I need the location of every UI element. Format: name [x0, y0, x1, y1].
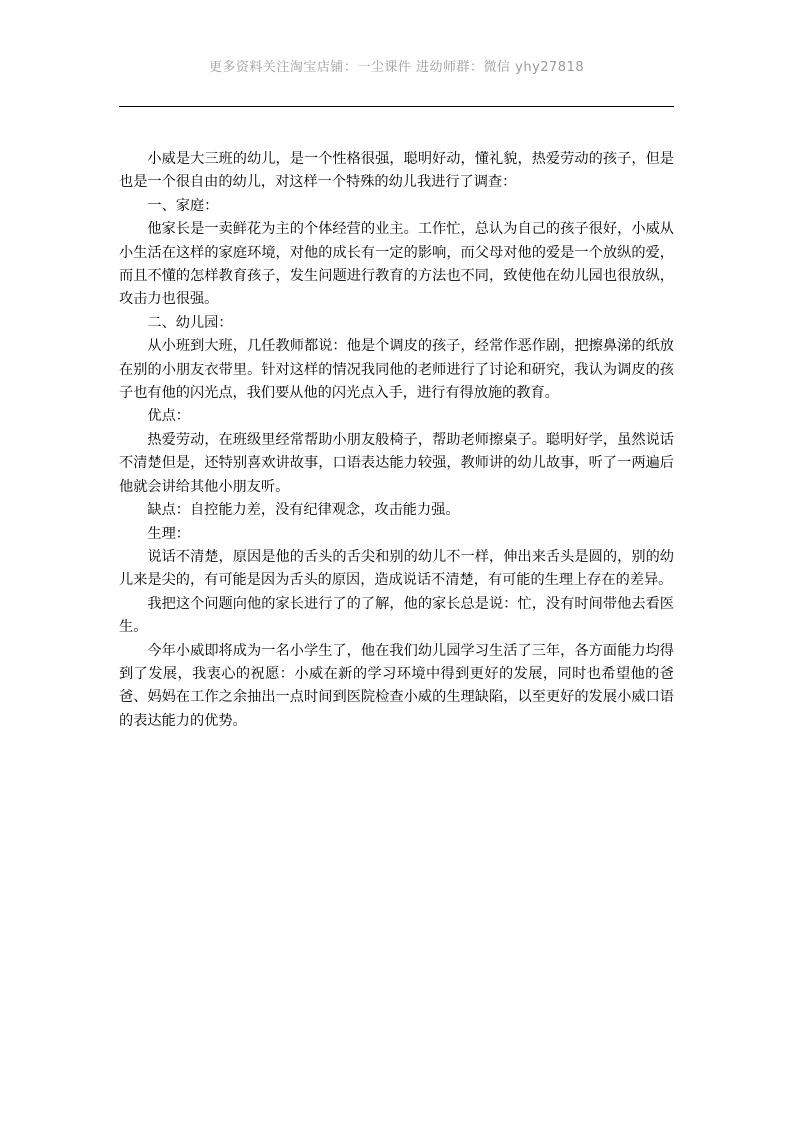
heading-kindergarten: 二、幼儿园： [147, 314, 233, 331]
heading-physiology: 生理： [147, 525, 190, 542]
paragraph-physiology: 说话不清楚，原因是他的舌头的舌尖和别的幼儿不一样，伸出来舌头是圆的，别的幼儿来是尖的，有可能是因为舌头的原因，造成说话不清楚，有可能的生理上存在的差异。 [119, 548, 674, 589]
header-divider [119, 106, 674, 107]
paragraph-family: 他家长是一卖鲜花为主的个体经营的业主。工作忙，总认为自己的孩子很好，小威从小生活在这样的家庭环境，对他的成长有一定的影响，而父母对他的爱是一个放纵的爱，而且不懂的怎样教育孩子，发生问题进行教育的方法也不同，致使他在幼儿园也很放纵，攻击力也很强。 [119, 221, 674, 308]
heading-family: 一、家庭： [147, 197, 219, 214]
paragraph-conclusion: 今年小威即将成为一名小学生了，他在我们幼儿园学习生活了三年，各方面能力均得到了发展，我衷心的祝愿：小威在新的学习环境中得到更好的发展，同时也希望他的爸爸、妈妈在工作之余抽出一点时间到医院检查小威的生理缺陷，以至更好的发展小威口语的表达能力的优势。 [119, 642, 674, 729]
paragraph-intro: 小威是大三班的幼儿，是一个性格很强，聪明好动，懂礼貌，热爱劳动的孩子，但是也是一个很自由的幼儿，对这样一个特殊的幼儿我进行了调查： [119, 151, 674, 191]
paragraph-parent-feedback: 我把这个问题向他的家长进行了的了解，他的家长总是说：忙，没有时间带他去看医生。 [119, 595, 674, 636]
page-header: 更多资料关注淘宝店铺：一尘课件 进幼师群：微信 yhy27818 [208, 60, 585, 75]
paragraph-kindergarten: 从小班到大班，几任教师都说：他是个调皮的孩子，经常作恶作剧，把擦鼻涕的纸放在别的小朋友衣带里。针对这样的情况我同他的老师进行了讨论和研究，我认为调皮的孩子也有他的闪光点，我们要从他的闪光点入手，进行有得放施的教育。 [119, 338, 674, 402]
paragraph-strengths: 热爱劳动，在班级里经常帮助小朋友般椅子，帮助老师擦桌子。聪明好学，虽然说话不清楚但是，还特别喜欢讲故事，口语表达能力较强，教师讲的幼儿故事，听了一两遍后他就会讲给其他小朋友听。 [119, 431, 674, 495]
heading-strengths: 优点： [147, 408, 190, 425]
document-body [119, 148, 674, 733]
paragraph-weaknesses: 缺点：自控能力差，没有纪律观念，攻击能力强。 [147, 502, 460, 519]
